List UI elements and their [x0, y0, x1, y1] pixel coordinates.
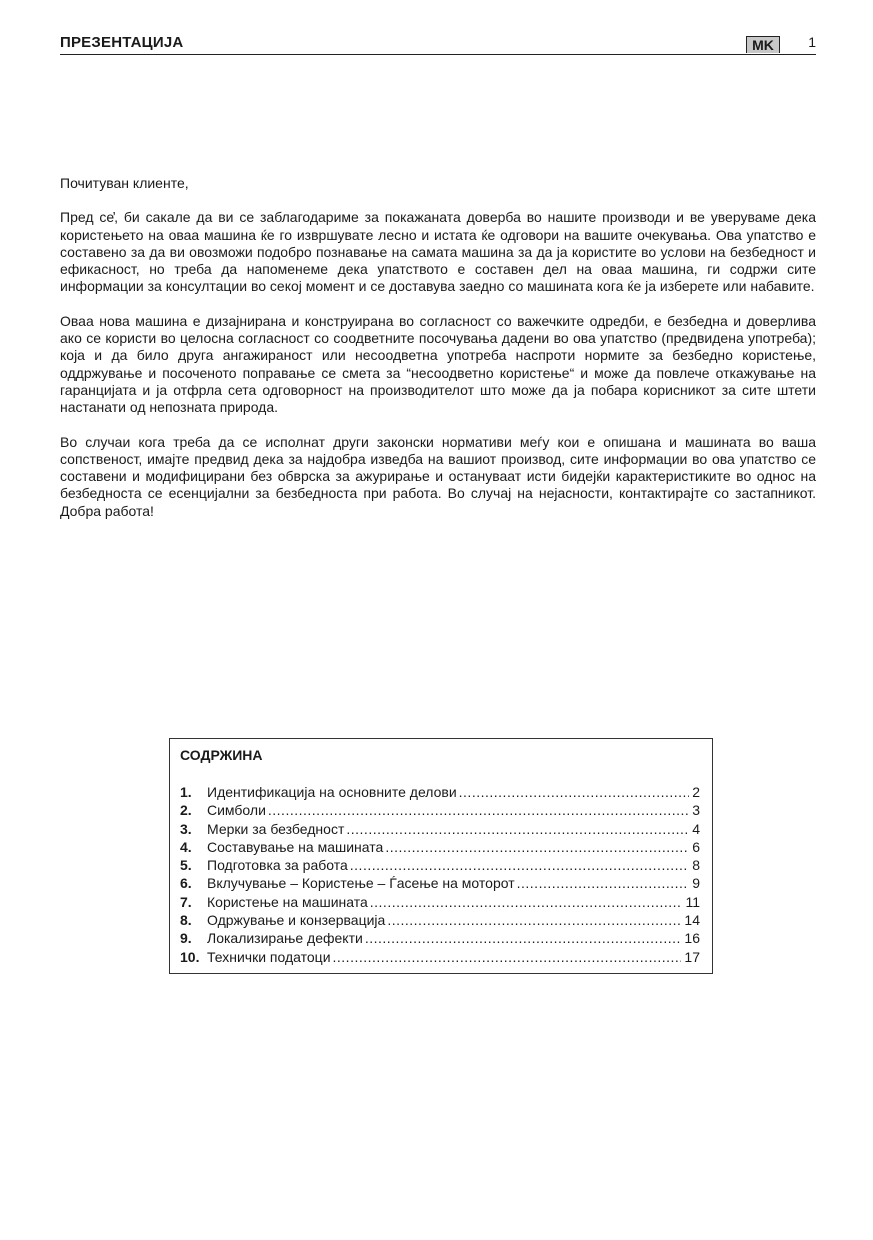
- toc-dot-leader: [385, 838, 689, 856]
- toc-item-number: 7.: [180, 893, 192, 910]
- toc-item[interactable]: [180, 856, 700, 874]
- toc-dot-leader: [365, 929, 682, 947]
- toc-item-number: 5.: [180, 857, 192, 874]
- toc-item[interactable]: [180, 893, 700, 911]
- toc-dot-leader: [333, 948, 682, 966]
- toc-item-label: Подготовка за работа: [207, 857, 348, 874]
- toc-item-page: 2: [692, 784, 700, 800]
- toc-item[interactable]: [180, 929, 700, 947]
- toc-item-page: 6: [692, 838, 700, 855]
- toc-item-label: Одржување и конзервација: [207, 912, 386, 929]
- toc-item[interactable]: [180, 911, 700, 929]
- toc-item-number: 10.: [180, 948, 200, 965]
- toc-item-number: 6.: [180, 875, 192, 892]
- toc-item-number: 9.: [180, 930, 192, 947]
- toc-item-page: 8: [692, 857, 700, 874]
- toc-item-page: 3: [692, 802, 700, 819]
- intro-paragraph-3: Во случаи кога треба да се исполнат други законски нормативи меѓу кои е опишана и машината во ваша сопственост, имајте предвид дека за најдобра изведба на вашиот производ, сите информации во ова упатство се составени и модифицирани без обврска за ажурирање и остануваат исти бидејќи карактеристиките во однос на безбедноста се есенцијални за безбедноста при работа. Во случај на нејасности, контактирајте со застапникот. Добра работа!: [60, 433, 816, 519]
- toc-dot-leader: [370, 893, 683, 911]
- toc-dot-leader: [387, 911, 681, 929]
- toc-item-page: 14: [684, 912, 700, 929]
- intro-paragraph-1: Пред се̓, би сакале да ви се заблагодариме за покажаната доверба во нашите производи и ве уверуваме дека користењето на оваа машина ќе го извршувате лесно и истата ќе одговори на вашите очекувања. Ова упатство е составено за да ви овозможи подобро познавање на самата машина за да ја користите во услови на безбедност и ефикасност, но треба да напоменеме дека упатството е составен дел на оваа машина, ги содржи сите информации за консултации во секој момент и се доставува заедно со машината кога ќе ја изберете или набавите.: [60, 209, 816, 295]
- toc-list: [180, 783, 700, 966]
- intro-text: [60, 175, 816, 537]
- toc-item-page: 4: [692, 820, 700, 837]
- page-number: 1: [808, 34, 816, 50]
- toc-title: СОДРЖИНА: [180, 747, 263, 763]
- toc-item[interactable]: [180, 948, 700, 966]
- toc-item-page: 11: [685, 893, 700, 910]
- toc-dot-leader: [459, 783, 690, 801]
- toc-item-number: 3.: [180, 820, 192, 837]
- toc-item-label: Користење на машината: [207, 893, 368, 910]
- toc-dot-leader: [350, 856, 689, 874]
- toc-item-label: Симболи: [207, 802, 266, 819]
- toc-dot-leader: [268, 801, 689, 819]
- toc-item[interactable]: [180, 874, 700, 892]
- toc-dot-leader: [517, 874, 690, 892]
- language-badge: MK: [746, 36, 780, 53]
- toc-item-label: Идентификација на основните делови: [207, 784, 457, 800]
- toc-item-page: 16: [684, 930, 700, 947]
- toc-item-label: Составување на машината: [207, 838, 384, 855]
- toc-item[interactable]: [180, 820, 700, 838]
- page-header: [60, 32, 816, 55]
- greeting: Почитуван клиенте,: [60, 175, 189, 191]
- table-of-contents: [169, 738, 713, 974]
- toc-item-number: 8.: [180, 912, 192, 929]
- toc-item-label: Локализирање дефекти: [207, 930, 363, 947]
- toc-item-label: Мерки за безбедност: [207, 820, 345, 837]
- toc-item-page: 17: [684, 948, 700, 965]
- section-title: ПРЕЗЕНТАЦИЈА: [60, 34, 184, 51]
- toc-item-number: 1.: [180, 784, 192, 800]
- intro-paragraph-2: Оваа нова машина е дизајнирана и конструирана во согласност со важечките одредби, е безбедна и доверлива ако се користи во целосна согласност со соодветните посочувања дадени во ова упатство (предвидена употреба); која и да било друга ангажираност или несоодветна употреба наспроти нормите за безбедно користење, оддржување и посоченото поправање се смета за “несоодветно користење“ и може да повлече откажување на гаранцијата и ја отфрла сета одговорност на производителот што може да ја побара корисникот за сите штети настанати од непозната природа.: [60, 312, 816, 416]
- toc-item-label: Вклучување – Користење – Ѓасење на моторот: [207, 875, 515, 892]
- toc-item-number: 2.: [180, 802, 192, 819]
- toc-item[interactable]: [180, 783, 700, 801]
- toc-item[interactable]: [180, 801, 700, 819]
- toc-item-label: Технички податоци: [207, 948, 331, 965]
- toc-item-page: 9: [692, 875, 700, 892]
- toc-item-number: 4.: [180, 838, 192, 855]
- toc-item[interactable]: [180, 838, 700, 856]
- toc-dot-leader: [346, 820, 689, 838]
